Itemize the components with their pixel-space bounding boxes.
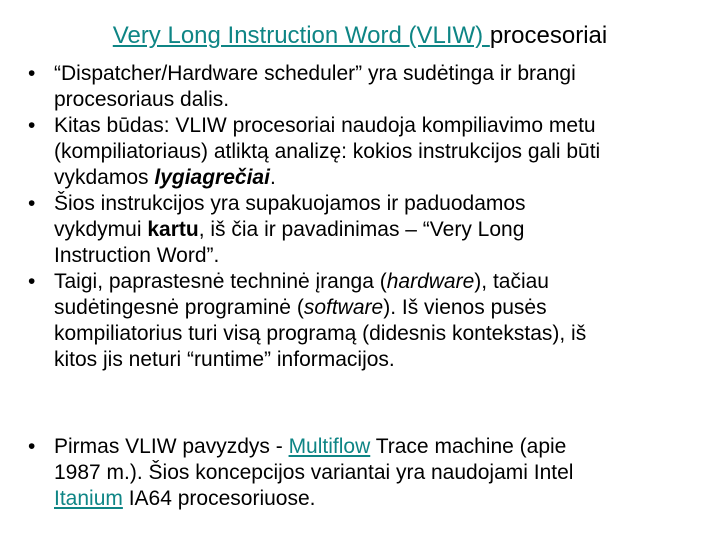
bullet-line	[54, 434, 700, 460]
bullet-item	[28, 269, 700, 373]
bullet-line	[54, 460, 700, 486]
text-span: , iš čia ir pavadinimas – “Very Long	[198, 218, 525, 241]
text-link[interactable]: Itanium	[54, 487, 123, 510]
text-span: hardware	[386, 270, 475, 293]
bullet-marker: •	[28, 114, 36, 137]
bullet-item	[28, 434, 700, 512]
bullet-item	[28, 191, 700, 269]
text-span: 1987 m.). Šios koncepcijos variantai yra naudojami Intel	[54, 461, 574, 484]
bullet-marker: •	[28, 270, 36, 293]
text-span: ). Iš vienos pusės	[383, 296, 547, 319]
text-span: software	[303, 296, 384, 319]
text-span: kompiliatorius turi visą programą (didesnis kontekstas), iš	[54, 322, 587, 345]
text-span: lygiagrečiai	[154, 166, 270, 189]
slide-title	[0, 20, 720, 52]
bullet-line	[54, 217, 700, 243]
text-span: kartu	[147, 218, 199, 241]
bullet-line	[54, 139, 700, 165]
bullet-line	[54, 165, 700, 191]
bullet-item	[28, 61, 700, 113]
text-span: sudėtingesnė programinė (	[54, 296, 304, 319]
text-span: kitos jis neturi “runtime” informacijos.	[54, 348, 395, 371]
bullet-line	[54, 295, 700, 321]
text-span: Trace machine (apie	[370, 435, 567, 458]
text-span: .	[269, 166, 276, 189]
bullet-line	[54, 269, 700, 295]
text-span: (kompiliatoriaus) atliktą analizę: kokios instrukcijos gali būti	[54, 140, 601, 163]
bullet-line	[54, 87, 700, 113]
bullet-line	[54, 113, 700, 139]
title-link[interactable]: Very Long Instruction Word (VLIW)	[112, 22, 490, 49]
text-span: Kitas būdas: VLIW procesoriai naudoja kompiliavimo metu	[54, 114, 596, 137]
bullet-line	[54, 347, 700, 373]
text-span: Šios instrukcijos yra supakuojamos ir paduodamos	[54, 192, 526, 215]
bullet-line	[54, 321, 700, 347]
text-span: Instruction Word”.	[54, 244, 220, 267]
text-span: vykdamos	[54, 166, 155, 189]
bullet-line	[54, 191, 700, 217]
bullet-line	[54, 61, 700, 87]
text-span: Taigi, paprastesnė techninė įranga (	[54, 270, 387, 293]
text-span: “Dispatcher/Hardware scheduler” yra sudėtinga ir brangi	[54, 62, 576, 85]
bullet-line	[54, 243, 700, 269]
bullet-line	[54, 486, 700, 512]
bullet-item	[28, 113, 700, 191]
text-span: vykdymui	[54, 218, 148, 241]
text-link[interactable]: Multiflow	[288, 435, 371, 458]
text-span: ), tačiau	[474, 270, 549, 293]
bullet-marker: •	[28, 62, 36, 85]
text-span: Pirmas VLIW pavyzdys -	[54, 435, 289, 458]
bullet-list	[28, 61, 700, 373]
bullet-list-secondary	[28, 434, 700, 512]
title-rest: procesoriai	[489, 22, 608, 49]
text-span: procesoriaus dalis.	[54, 88, 230, 111]
bullet-marker: •	[28, 435, 36, 458]
text-span: IA64 procesoriuose.	[122, 487, 316, 510]
bullet-marker: •	[28, 192, 36, 215]
